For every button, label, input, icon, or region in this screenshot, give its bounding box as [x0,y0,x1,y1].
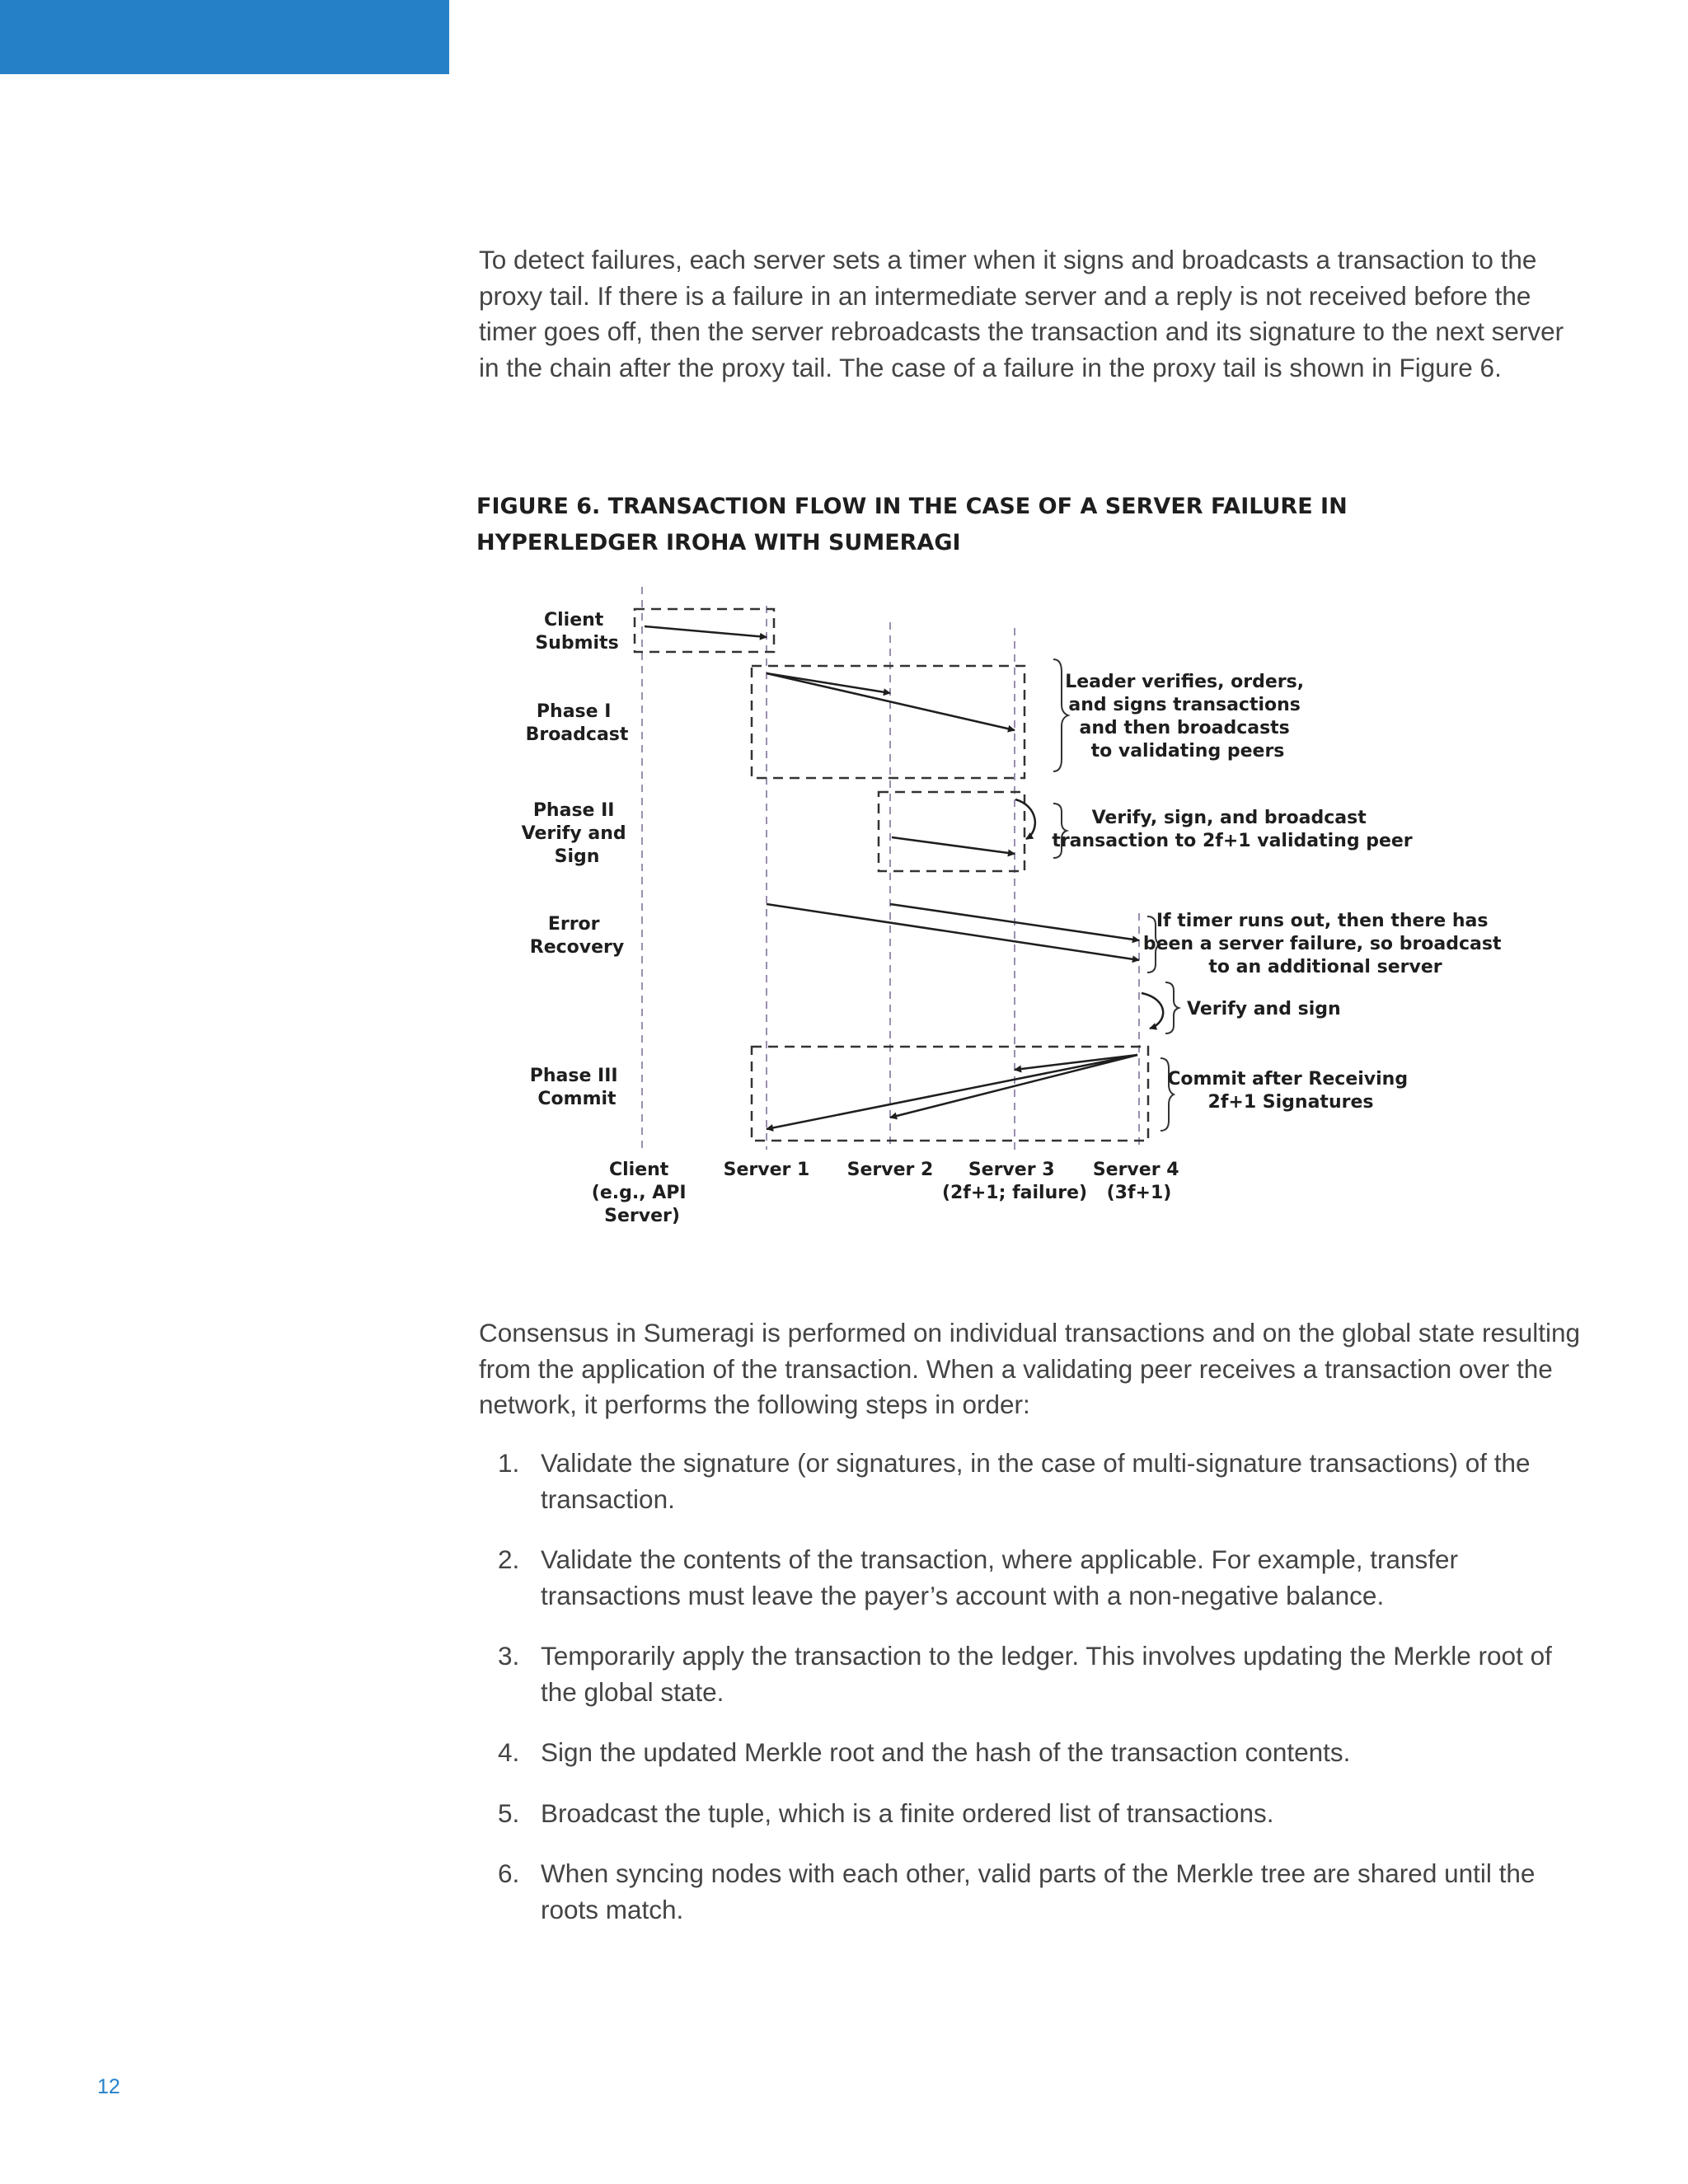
steps-list [498,1446,1594,1952]
list-item [498,1638,1594,1710]
label-phase2: Phase II Verify and Sign [521,800,626,867]
step-text: Validate the signature (or signatures, in the case of multi-signature transactions) of the transaction. [541,1448,1531,1514]
step-number: 1. [498,1448,520,1478]
list-item [498,1796,1594,1832]
annotation-timer: If timer runs out, then there has been a server failure, so broadcast to an additional server [1142,911,1502,977]
list-item [498,1856,1594,1928]
list-item [498,1735,1594,1771]
intro-paragraph: To detect failures, each server sets a timer when it signs and broadcasts a transaction to the proxy tail. If there is a failure in an intermediate server and a reply is not received before the timer goes off, then the server rebroadcasts the transaction and its signature to the next server in the chain after the proxy tail. The case of a failure in the proxy tail is shown in Figure 6. [479,245,1564,382]
step-number: 2. [498,1544,520,1574]
client-submit-box [635,609,774,652]
list-item [498,1446,1594,1517]
client-submit-arrow [645,626,767,637]
label-server2: Server 2 [846,1160,934,1180]
step-number: 3. [498,1641,520,1671]
consensus-paragraph: Consensus in Sumeragi is performed on individual transactions and on the global state resulting from the application of the transaction. When a validating peer receives a transaction over the network, it performs the following steps in order: [479,1318,1581,1419]
annotation-verify-broadcast: Verify, sign, and broadcast transaction to 2f+1 validating peer [1052,808,1413,851]
list-item [498,1542,1594,1614]
label-client-submits: Client Submits [535,610,619,654]
label-server1: Server 1 [723,1160,810,1180]
label-error-recovery: Error Recovery [529,914,625,958]
annotation-commit: Commit after Receiving 2f+1 Signatures [1167,1069,1409,1113]
phase1-arrow-to-server2 [767,673,890,693]
verify-self-arrow [1142,993,1163,1029]
annotation-leader: Leader verifies, orders, and signs transactions and then broadcasts to validating peers [1065,672,1305,762]
step-text: When syncing nodes with each other, valid parts of the Merkle tree are shared until the roots match. [541,1858,1536,1924]
phase2-arrow-to-server3 [892,837,1015,854]
brace-verify-sign [1165,982,1179,1033]
step-number: 6. [498,1858,520,1888]
step-text: Temporarily apply the transaction to the ledger. This involves updating the Merkle root of the global state. [541,1641,1552,1707]
step-text: Validate the contents of the transaction, where applicable. For example, transfer transactions must leave the payer’s account with a non-negative balance. [541,1544,1459,1610]
label-server4: Server 4 (3f+1) [1092,1160,1179,1203]
label-phase1: Phase I Broadcast [525,701,629,745]
step-number: 5. [498,1797,520,1828]
annotation-verify-sign: Verify and sign [1187,999,1341,1019]
label-server3: Server 3 (2f+1; failure) [941,1160,1088,1203]
label-client-server: Client (e.g., API Server) [591,1160,687,1226]
label-phase3: Phase III Commit [529,1066,618,1109]
phase2-box [879,792,1025,871]
step-text: Sign the updated Merkle root and the hash of the transaction contents. [541,1737,1351,1767]
phase1-box [752,666,1025,778]
commit-arrow-server1 [767,1055,1137,1129]
page-number: 12 [97,2075,120,2098]
figure-title-line-2: HYPERLEDGER IROHA WITH SUMERAGI [476,530,961,555]
step-number: 4. [498,1737,520,1767]
step-text: Broadcast the tuple, which is a finite ordered list of transactions. [541,1797,1274,1828]
figure-title-line-1: FIGURE 6. TRANSACTION FLOW IN THE CASE OF A SERVER FAILURE IN [476,494,1348,519]
